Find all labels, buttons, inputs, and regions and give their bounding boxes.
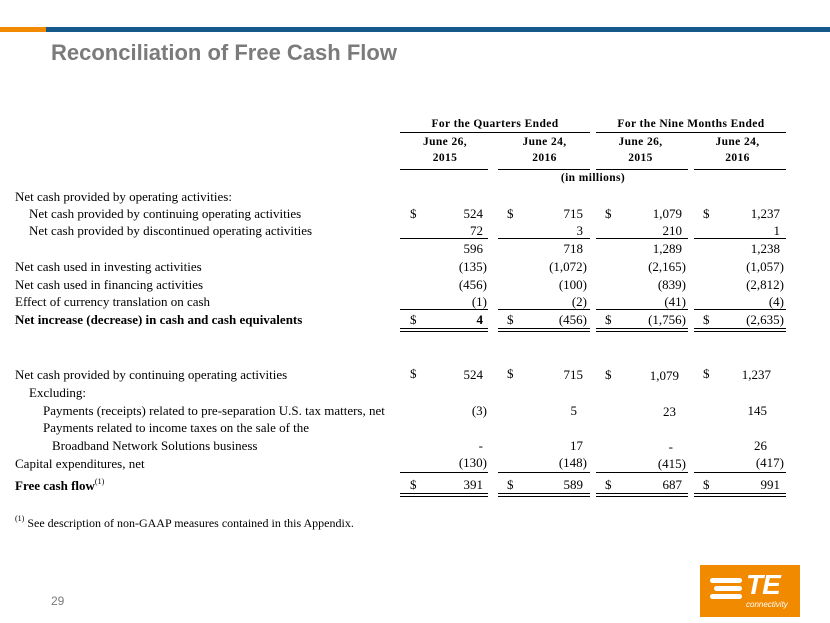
col-header-2-line1: June 24, <box>522 136 567 148</box>
row-label-operating-header: Net cash provided by operating activities: <box>15 189 232 204</box>
cell-currency-9m2016: (4) <box>768 294 784 309</box>
subtotal-rule-4 <box>694 238 786 239</box>
cell-discontinued-ops-9m2015: 210 <box>662 223 682 238</box>
fcf-double-rule-4a <box>694 493 786 494</box>
cell-investing-9m2015: (2,165) <box>648 259 686 274</box>
double-rule-2a <box>498 328 590 329</box>
row-label-currency: Effect of currency translation on cash <box>15 294 211 309</box>
footnote-mark: (1) <box>15 514 25 523</box>
dollar-sign: $ <box>605 367 612 382</box>
cell-continuing-ops-9m2016: 1,237 <box>750 206 780 221</box>
logo-wordmark: TE <box>746 569 780 600</box>
cell-continuing-ops-2-9m2015: 1,079 <box>649 368 679 383</box>
page-title: Reconciliation of Free Cash Flow <box>51 40 397 65</box>
cell-operating-total-q2015: 596 <box>463 241 483 256</box>
group-rule-nine-months <box>596 132 786 133</box>
cell-financing-q2015: (456) <box>458 277 487 292</box>
col-header-1-line1: June 26, <box>422 136 468 148</box>
units-label: (in millions) <box>560 172 626 184</box>
cell-continuing-ops-9m2015: 1,079 <box>652 206 682 221</box>
dollar-sign: $ <box>605 477 612 492</box>
dollar-sign: $ <box>703 312 710 327</box>
cell-capex-q2015: (130) <box>458 455 487 470</box>
col-rule-1 <box>400 169 488 170</box>
double-rule-1b <box>400 331 488 332</box>
cell-fcf-q2015: 391 <box>463 477 483 492</box>
dollar-sign: $ <box>703 206 710 221</box>
double-rule-3b <box>596 331 688 332</box>
dollar-sign: $ <box>507 312 514 327</box>
fcf-double-rule-2b <box>498 496 590 497</box>
fcf-rule-2 <box>498 472 590 473</box>
row-label-net-change: Net increase (decrease) in cash and cash equivalents <box>15 312 303 327</box>
fcf-rule-1 <box>400 472 488 473</box>
cell-financing-9m2016: (2,812) <box>746 277 784 292</box>
cell-continuing-ops-q2016: 715 <box>563 206 583 221</box>
dollar-sign: $ <box>507 366 514 381</box>
cell-operating-total-q2016: 718 <box>563 241 583 256</box>
dollar-sign: $ <box>605 312 612 327</box>
col-header-4-line1: June 24, <box>715 136 760 148</box>
double-rule-2b <box>498 331 590 332</box>
subtotal-rule-2 <box>498 238 590 239</box>
cell-capex-9m2015: (415) <box>657 456 686 471</box>
group-header-nine-months: For the Nine Months Ended <box>617 118 765 130</box>
dollar-sign: $ <box>410 312 417 327</box>
col-rule-2 <box>498 169 590 170</box>
col-header-3-line2: 2015 <box>628 152 653 164</box>
cell-fcf-9m2016: 991 <box>760 477 780 492</box>
dollar-sign: $ <box>410 366 417 381</box>
fcf-double-rule-3b <box>596 496 688 497</box>
col-rule-3 <box>596 169 688 170</box>
fcf-rule-4 <box>694 472 786 473</box>
cell-investing-9m2016: (1,057) <box>746 259 784 274</box>
total-rule-2 <box>498 309 590 310</box>
cell-investing-q2015: (135) <box>458 259 487 274</box>
double-rule-1a <box>400 328 488 329</box>
logo-bar-bottom <box>710 594 742 599</box>
row-label-discontinued-ops: Net cash provided by discontinued operating activities <box>29 223 313 238</box>
cell-fcf-q2016: 589 <box>563 477 583 492</box>
total-rule-1 <box>400 309 488 310</box>
row-label-continuing-ops: Net cash provided by continuing operating activities <box>29 206 302 221</box>
cell-operating-total-9m2016: 1,238 <box>750 241 780 256</box>
fcf-double-rule-3a <box>596 493 688 494</box>
double-rule-3a <box>596 328 688 329</box>
cell-discontinued-ops-q2015: 72 <box>470 223 483 238</box>
cell-tax-matters-q2016: 5 <box>570 403 577 418</box>
logo-bar-middle <box>714 586 742 591</box>
fcf-double-rule-1a <box>400 493 488 494</box>
te-connectivity-logo <box>700 565 800 617</box>
group-header-quarters: For the Quarters Ended <box>431 118 559 130</box>
cell-financing-9m2015: (839) <box>657 277 686 292</box>
cell-net-change-q2016: (456) <box>558 312 587 327</box>
col-header-1-line2: 2015 <box>432 152 458 164</box>
cell-net-change-q2015: 4 <box>476 312 483 327</box>
cell-currency-q2015: (1) <box>471 294 487 309</box>
top-accent-orange <box>0 27 46 32</box>
cell-currency-q2016: (2) <box>571 294 587 309</box>
cell-continuing-ops-2-q2015: 524 <box>463 367 483 382</box>
cell-fcf-9m2015: 687 <box>662 477 682 492</box>
dollar-sign: $ <box>703 477 710 492</box>
row-label-capex: Capital expenditures, net <box>15 456 145 471</box>
fcf-rule-3 <box>596 472 688 473</box>
cell-tax-matters-9m2016: 145 <box>747 403 767 418</box>
footnote <box>15 514 354 531</box>
col-header-2-line2: 2016 <box>532 152 557 164</box>
dollar-sign: $ <box>410 206 417 221</box>
footnote-text: See description of non-GAAP measures contained in this Appendix. <box>27 516 354 530</box>
dollar-sign: $ <box>410 477 417 492</box>
col-header-3-line1: June 26, <box>618 136 663 148</box>
cell-tax-matters-9m2015: 23 <box>663 404 676 419</box>
group-rule-quarters <box>400 132 590 133</box>
col-rule-4 <box>694 169 786 170</box>
row-label-income-tax-line1: Payments related to income taxes on the sale of the <box>43 420 310 435</box>
dollar-sign: $ <box>703 366 710 381</box>
cell-income-tax-9m2015: - <box>668 439 673 454</box>
fcf-double-rule-4b <box>694 496 786 497</box>
cell-tax-matters-q2015: (3) <box>471 403 487 418</box>
row-label-free-cash-flow <box>15 477 104 494</box>
cell-net-change-9m2016: (2,635) <box>746 312 784 327</box>
cell-financing-q2016: (100) <box>558 277 587 292</box>
cell-income-tax-q2016: 17 <box>570 438 583 453</box>
free-cash-flow-footnote-mark: (1) <box>94 477 105 486</box>
dollar-sign: $ <box>605 206 612 221</box>
dollar-sign: $ <box>507 477 514 492</box>
cell-operating-total-9m2015: 1,289 <box>652 241 682 256</box>
cell-investing-q2016: (1,072) <box>549 259 587 274</box>
fcf-double-rule-1b <box>400 496 488 497</box>
page-number: 29 <box>51 594 65 608</box>
cell-discontinued-ops-9m2016: 1 <box>773 223 780 238</box>
free-cash-flow-text: Free cash flow <box>15 478 95 493</box>
total-rule-4 <box>694 309 786 310</box>
total-rule-3 <box>596 309 688 310</box>
cell-continuing-ops-2-q2016: 715 <box>563 367 583 382</box>
top-accent-blue <box>46 27 830 32</box>
subtotal-rule-3 <box>596 238 688 239</box>
cell-income-tax-9m2016: 26 <box>754 438 767 453</box>
dollar-sign: $ <box>507 206 514 221</box>
double-rule-4b <box>694 331 786 332</box>
row-label-tax-matters: Payments (receipts) related to pre-separation U.S. tax matters, net <box>43 403 385 418</box>
row-label-excluding: Excluding: <box>29 385 87 400</box>
row-label-continuing-ops-2: Net cash provided by continuing operating activities <box>15 367 288 382</box>
row-label-financing: Net cash used in financing activities <box>15 277 204 292</box>
cell-continuing-ops-q2015: 524 <box>463 206 483 221</box>
col-header-4-line2: 2016 <box>725 152 750 164</box>
cell-capex-9m2016: (417) <box>755 455 784 470</box>
cell-net-change-9m2015: (1,756) <box>648 312 686 327</box>
logo-subtitle: connectivity <box>746 600 788 609</box>
row-label-investing: Net cash used in investing activities <box>15 259 202 274</box>
cell-capex-q2016: (148) <box>558 455 587 470</box>
logo-bar-top <box>710 578 742 583</box>
subtotal-rule-1 <box>400 238 488 239</box>
cell-discontinued-ops-q2016: 3 <box>576 223 583 238</box>
row-label-income-tax-line2: Broadband Network Solutions business <box>52 438 258 453</box>
cell-continuing-ops-2-9m2016: 1,237 <box>741 367 771 382</box>
double-rule-4a <box>694 328 786 329</box>
cell-income-tax-q2015: - <box>478 438 483 453</box>
fcf-double-rule-2a <box>498 493 590 494</box>
cell-currency-9m2015: (41) <box>664 294 686 309</box>
